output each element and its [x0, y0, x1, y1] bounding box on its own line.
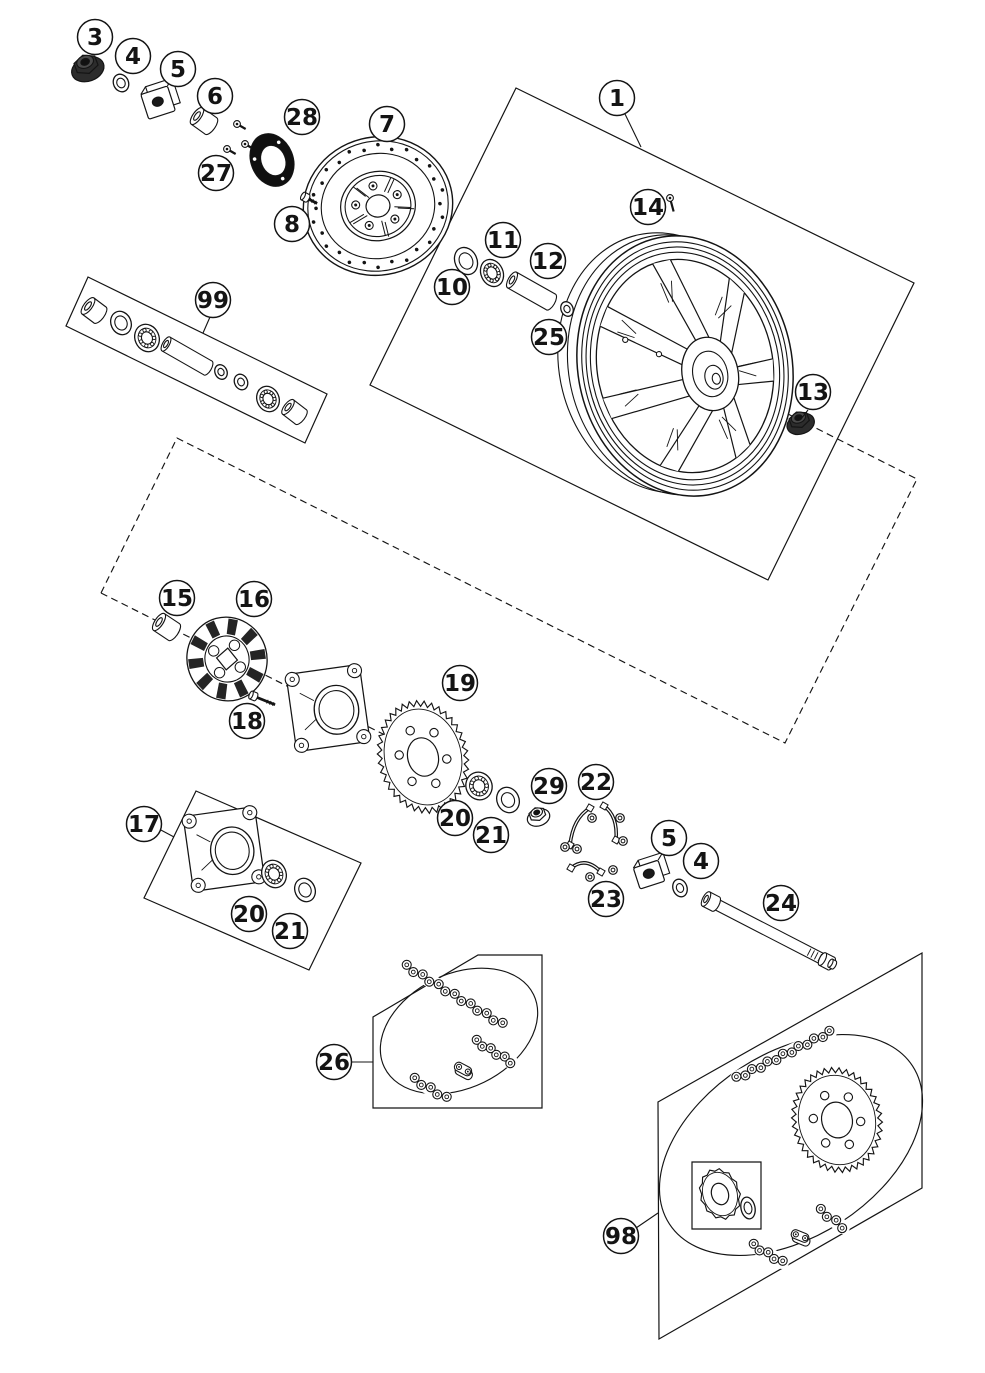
- callout-label: 8: [283, 212, 301, 238]
- part-98-front-sprocket: [693, 1163, 746, 1224]
- callout-label: 18: [230, 709, 264, 735]
- callout-99[interactable]: [196, 283, 231, 334]
- callout-label: 5: [660, 826, 678, 852]
- callout-26[interactable]: [317, 1045, 374, 1080]
- part-4-washer: [110, 72, 131, 95]
- callout-label: 24: [764, 891, 798, 917]
- callout-18[interactable]: [230, 704, 265, 739]
- part-22-spring-a: [566, 804, 594, 849]
- callout-20[interactable]: [438, 801, 473, 836]
- callout-label: 27: [199, 161, 233, 187]
- callout-8[interactable]: [275, 207, 310, 242]
- callout-12[interactable]: [531, 244, 566, 279]
- callout-label: 20: [232, 902, 266, 928]
- callout-label: 21: [273, 919, 307, 945]
- part-7-brake-disc: [289, 121, 468, 291]
- callout-17[interactable]: [127, 807, 175, 842]
- callout-label: 14: [631, 195, 665, 221]
- callout-label: 13: [796, 380, 830, 406]
- callout-label: 6: [206, 84, 224, 110]
- part-27-screw-b: [224, 146, 236, 154]
- callout-label: 4: [692, 849, 710, 875]
- callout-3[interactable]: [78, 20, 113, 55]
- part-29-nut: [524, 804, 552, 829]
- part-99-bushing-right: [280, 398, 310, 427]
- callout-label: 19: [443, 671, 477, 697]
- callout-6[interactable]: [198, 79, 233, 114]
- callout-27[interactable]: [199, 156, 234, 191]
- callout-29[interactable]: [532, 769, 567, 804]
- callout-label: 21: [474, 823, 508, 849]
- callout-label: 22: [579, 770, 613, 796]
- part-17-hub-carrier: [181, 805, 266, 893]
- part-16-rubber-damper: [177, 608, 276, 710]
- callout-24[interactable]: [764, 886, 799, 921]
- callout-label: 98: [604, 1224, 638, 1250]
- callout-28[interactable]: [285, 100, 320, 135]
- part-26-chain-bl: [410, 1073, 451, 1101]
- part-22-nut-2: [616, 814, 625, 823]
- callout-11[interactable]: [486, 223, 521, 258]
- part-22-nut-3: [619, 837, 628, 846]
- callout-23[interactable]: [589, 882, 624, 917]
- callout-label: 15: [160, 586, 194, 612]
- callout-16[interactable]: [237, 582, 272, 617]
- callout-25[interactable]: [532, 320, 567, 355]
- callout-5[interactable]: [161, 52, 196, 87]
- part-22-nut-1: [588, 814, 597, 823]
- part-4b-washer: [670, 877, 689, 899]
- callout-label: 17: [127, 812, 161, 838]
- callout-1[interactable]: [600, 81, 642, 148]
- part-23-nut-2: [586, 873, 595, 882]
- part-23-nut-1: [561, 843, 570, 852]
- part-28-guard-ring: [242, 127, 301, 193]
- part-20-bearing: [461, 768, 496, 804]
- part-23-spring: [567, 863, 605, 876]
- callout-4[interactable]: [684, 844, 719, 879]
- callout-15[interactable]: [160, 581, 195, 616]
- part-sprocket-carrier: [284, 663, 371, 754]
- callout-label: 28: [285, 105, 319, 131]
- group-box-chain: [373, 955, 542, 1108]
- part-1-rear-wheel: [531, 209, 817, 520]
- callout-label: 29: [532, 774, 566, 800]
- callout-label: 16: [237, 587, 271, 613]
- part-23-nut-3: [609, 866, 618, 875]
- part-26-chain-top: [402, 960, 507, 1027]
- callout-label: 5: [169, 57, 187, 83]
- part-26-chain-loop: [359, 943, 558, 1118]
- part-99-bearing-right: [253, 383, 284, 416]
- part-98-master-link: [789, 1228, 813, 1247]
- part-5b-chain-adjuster: [631, 852, 671, 889]
- callout-label: 99: [196, 288, 230, 314]
- callout-label: 20: [438, 806, 472, 832]
- part-21-seal: [493, 784, 524, 817]
- part-22-spring-b: [600, 802, 620, 844]
- part-99-bearing-left: [130, 320, 163, 355]
- part-99-ring-b: [232, 372, 250, 392]
- callout-21[interactable]: [273, 914, 308, 949]
- part-26-chain-br: [472, 1035, 515, 1067]
- callout-20[interactable]: [232, 897, 267, 932]
- part-22-nut-4: [573, 845, 582, 854]
- part-27-screw-a: [234, 121, 246, 129]
- layer-dashed-outlines: [101, 414, 917, 765]
- part-99-bushing-left: [79, 295, 110, 325]
- part-99-ring-a: [212, 363, 229, 382]
- callout-22[interactable]: [579, 765, 614, 800]
- part-26-master-link: [452, 1061, 476, 1081]
- part-99-seal-left: [107, 308, 135, 338]
- part-3-flange-nut: [67, 50, 107, 87]
- callout-7[interactable]: [370, 107, 405, 142]
- part-11-bearing: [476, 256, 507, 291]
- callout-label: 1: [608, 86, 626, 112]
- part-98-chain-loop: [619, 989, 962, 1301]
- callout-10[interactable]: [435, 270, 470, 305]
- callout-14[interactable]: [631, 190, 666, 225]
- callout-98[interactable]: [604, 1213, 659, 1254]
- callout-19[interactable]: [443, 666, 478, 701]
- callout-label: 7: [378, 112, 396, 138]
- callout-label: 10: [435, 275, 469, 301]
- callout-label: 23: [589, 887, 623, 913]
- callout-5[interactable]: [652, 821, 687, 856]
- callout-21[interactable]: [474, 818, 509, 853]
- part-98-chain-bl: [749, 1239, 787, 1265]
- callout-label: 25: [532, 325, 566, 351]
- group-box-drive-kit: [658, 953, 922, 1339]
- callout-label: 12: [531, 249, 565, 275]
- callout-label: 3: [86, 25, 104, 51]
- callout-label: 26: [317, 1050, 351, 1076]
- part-14-screw: [667, 195, 674, 212]
- callout-4[interactable]: [116, 39, 151, 74]
- part-99-spacer-tube: [159, 335, 215, 376]
- part-98-lock-washer: [739, 1196, 757, 1220]
- part-98-rear-sprocket: [781, 1058, 894, 1183]
- callout-label: 4: [124, 44, 142, 70]
- part-17-21-seal: [291, 875, 319, 905]
- callout-label: 11: [486, 228, 520, 254]
